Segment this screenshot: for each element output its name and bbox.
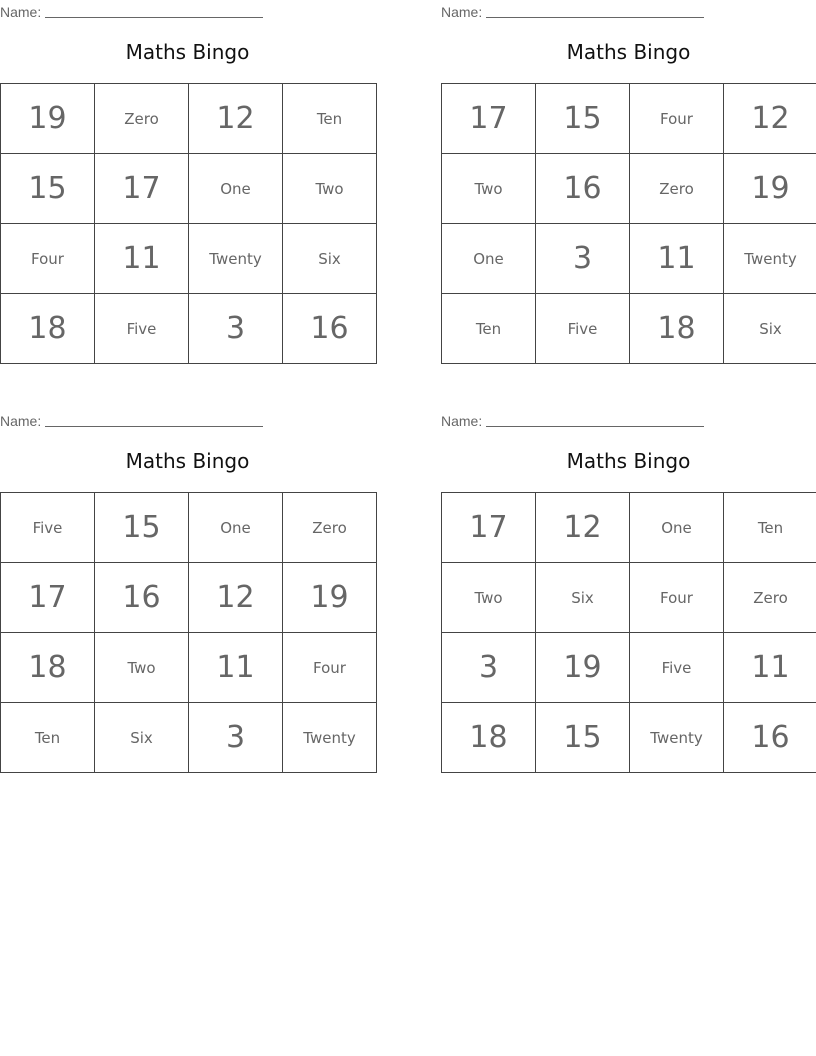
name-blank-line[interactable] [45,3,263,18]
bingo-cell[interactable]: Ten [1,703,95,773]
bingo-cell[interactable]: Six [283,224,377,294]
bingo-cell[interactable]: Six [536,563,630,633]
bingo-cell[interactable]: Five [1,493,95,563]
bingo-cell[interactable]: Twenty [189,224,283,294]
bingo-cell[interactable]: 18 [630,294,724,364]
bingo-cell[interactable]: 16 [283,294,377,364]
bingo-cell[interactable]: 12 [536,493,630,563]
bingo-cell[interactable]: 18 [1,294,95,364]
bingo-cell[interactable]: Ten [283,84,377,154]
bingo-cell[interactable]: 15 [1,154,95,224]
name-row [0,2,263,20]
bingo-cell[interactable]: One [630,493,724,563]
bingo-cell[interactable]: 17 [442,84,536,154]
bingo-cell[interactable]: 3 [189,703,283,773]
bingo-card [441,409,816,773]
bingo-cell[interactable]: 15 [536,84,630,154]
bingo-cell[interactable]: Zero [95,84,189,154]
bingo-cell[interactable]: 16 [724,703,816,773]
name-label: Name: [0,4,42,20]
bingo-row [442,294,816,364]
name-blank-line[interactable] [486,412,704,427]
bingo-cell[interactable]: Four [630,563,724,633]
bingo-cell[interactable]: Two [283,154,377,224]
bingo-row [1,224,377,294]
bingo-cell[interactable]: Six [724,294,816,364]
bingo-cell[interactable]: Five [536,294,630,364]
bingo-cell[interactable]: 11 [630,224,724,294]
bingo-row [442,633,816,703]
bingo-cell[interactable]: 15 [95,493,189,563]
bingo-cell[interactable]: 19 [724,154,816,224]
bingo-row [1,84,377,154]
bingo-row [442,154,816,224]
name-label: Name: [0,413,42,429]
bingo-cell[interactable]: 17 [1,563,95,633]
bingo-cell[interactable]: Two [442,154,536,224]
name-row [441,411,704,429]
bingo-cell[interactable]: 19 [283,563,377,633]
bingo-cell[interactable]: 12 [724,84,816,154]
bingo-row [442,563,816,633]
name-blank-line[interactable] [486,3,704,18]
bingo-row [442,224,816,294]
bingo-cell[interactable]: 17 [95,154,189,224]
name-blank-line[interactable] [45,412,263,427]
bingo-cell[interactable]: Four [1,224,95,294]
bingo-cell[interactable]: Four [283,633,377,703]
bingo-cell[interactable]: Four [630,84,724,154]
bingo-cell[interactable]: 11 [724,633,816,703]
bingo-row [1,633,377,703]
bingo-grid [441,492,816,773]
bingo-cell[interactable]: 3 [442,633,536,703]
card-title: Maths Bingo [566,449,691,473]
bingo-cell[interactable]: Ten [442,294,536,364]
bingo-row [442,84,816,154]
bingo-row [1,154,377,224]
bingo-cell[interactable]: One [442,224,536,294]
bingo-grid [0,492,377,773]
card-title: Maths Bingo [566,40,691,64]
bingo-cell[interactable]: Twenty [630,703,724,773]
bingo-row [442,493,816,563]
bingo-row [1,493,377,563]
bingo-cell[interactable]: Two [95,633,189,703]
bingo-card [441,0,816,364]
name-row [441,2,704,20]
bingo-cell[interactable]: One [189,154,283,224]
bingo-cell[interactable]: 15 [536,703,630,773]
bingo-row [1,294,377,364]
bingo-cell[interactable]: 12 [189,563,283,633]
bingo-cell[interactable]: One [189,493,283,563]
bingo-cell[interactable]: Zero [630,154,724,224]
card-title: Maths Bingo [125,449,250,473]
name-row [0,411,263,429]
bingo-cell[interactable]: Five [95,294,189,364]
bingo-cell[interactable]: Five [630,633,724,703]
bingo-cell[interactable]: 3 [189,294,283,364]
name-label: Name: [441,4,483,20]
bingo-cell[interactable]: 11 [189,633,283,703]
name-label: Name: [441,413,483,429]
bingo-cell[interactable]: 11 [95,224,189,294]
bingo-card [0,0,375,364]
bingo-cell[interactable]: Two [442,563,536,633]
bingo-cell[interactable]: Zero [283,493,377,563]
bingo-grid [441,83,816,364]
bingo-cell[interactable]: 12 [189,84,283,154]
bingo-cell[interactable]: 16 [95,563,189,633]
bingo-cell[interactable]: Twenty [283,703,377,773]
bingo-cell[interactable]: 17 [442,493,536,563]
bingo-row [1,563,377,633]
bingo-grid [0,83,377,364]
bingo-card [0,409,375,773]
bingo-cell[interactable]: 3 [536,224,630,294]
bingo-cell[interactable]: Ten [724,493,816,563]
bingo-row [442,703,816,773]
bingo-cell[interactable]: 16 [536,154,630,224]
bingo-cell[interactable]: 18 [442,703,536,773]
bingo-cell[interactable]: Zero [724,563,816,633]
bingo-cell[interactable]: 18 [1,633,95,703]
card-title: Maths Bingo [125,40,250,64]
bingo-cell[interactable]: Six [95,703,189,773]
bingo-cell[interactable]: Twenty [724,224,816,294]
bingo-cell[interactable]: 19 [1,84,95,154]
bingo-cell[interactable]: 19 [536,633,630,703]
bingo-row [1,703,377,773]
